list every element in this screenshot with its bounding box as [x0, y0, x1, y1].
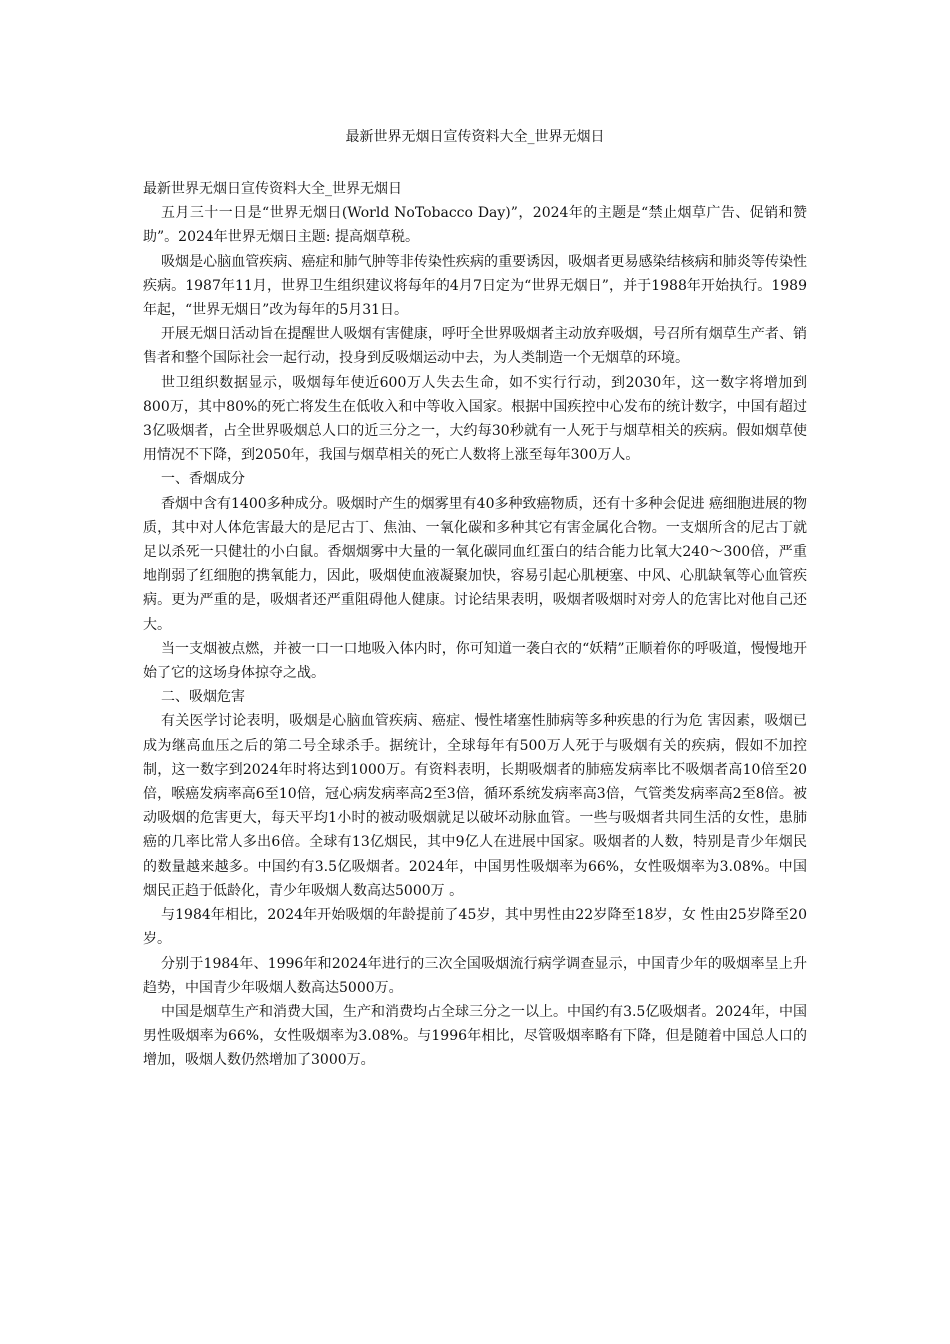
paragraph: 当一支烟被点燃，并被一口一口地吸入体内时，你可知道一袭白衣的“妖精”正顺着你的呼吸道，慢慢地开始了它的这场身体掠夺之战。: [143, 640, 807, 682]
section-heading: 二、吸烟危害: [161, 689, 245, 706]
document-title: 最新世界无烟日宣传资料大全_世界无烟日: [345, 129, 605, 145]
paragraph: 五月三十一日是“世界无烟日(World NoTobacco Day)”，2024年的主题是“禁止烟草广告、促销和赞助”。2024年世界无烟日主题: 提高烟草税。: [143, 205, 807, 246]
paragraph: 分别于1984年、1996年和2024年进行的三次全国吸烟流行病学调查显示，中国青少年的吸烟率呈上升趋势，中国青少年吸烟人数高达5000万。: [143, 955, 807, 996]
section-heading: 一、香烟成分: [161, 471, 245, 488]
paragraph: 有关医学讨论表明，吸烟是心脑血管疾病、癌症、慢性堵塞性肺病等多种疾患的行为危 害因素，吸烟已成为继高血压之后的第二号全球杀手。据统计，全球每年有500万人死于与吸烟有关的疾病，假如不加控制，这一数字到2024年时将达到1000万。有资料表明，长期吸烟者的肺癌发病率比不吸烟者高10倍至20倍，喉癌发病率高6至10倍，冠心病发病率高2至3倍，循环系统发病率高3倍，气管类发病率高2至8倍。被动吸烟的危害更大，每天平均1小时的被动吸烟就足以破坏动脉血管。一些与吸烟者共同生活的女性，患肺癌的几率比常人多出6倍。全球有13亿烟民，其中9亿人在进展中国家。吸烟者的人数，特别是青少年烟民的数量越来越多。中国约有3.5亿吸烟者。2024年，中国男性吸烟率为66%，女性吸烟率为3.08%。中国烟民正趋于低龄化，青少年吸烟人数高达5000万 。: [143, 713, 807, 899]
paragraph: 开展无烟日活动旨在提醒世人吸烟有害健康，呼吁全世界吸烟者主动放弃吸烟，号召所有烟草生产者、销售者和整个国际社会一起行动，投身到反吸烟运动中去，为人类制造一个无烟草的环境。: [143, 326, 807, 367]
paragraph: 与1984年相比，2024年开始吸烟的年龄提前了45岁，其中男性由22岁降至18岁，女 性由25岁降至20岁。: [143, 907, 807, 948]
document-body: [143, 177, 807, 1073]
paragraph: 中国是烟草生产和消费大国，生产和消费均占全球三分之一以上。中国约有3.5亿吸烟者。2024年，中国男性吸烟率为66%，女性吸烟率为3.08%。与1996年相比，尽管吸烟率略有下降，但是随着中国总人口的增加，吸烟人数仍然增加了3000万。: [143, 1003, 807, 1069]
document-subtitle: 最新世界无烟日宣传资料大全_世界无烟日: [143, 181, 402, 197]
paragraph: 香烟中含有1400多种成分。吸烟时产生的烟雾里有40多种致癌物质，还有十多种会促进 癌细胞进展的物质，其中对人体危害最大的是尼古丁、焦油、一氧化碳和多种其它有害金属化合物。一支烟所含的尼古丁就足以杀死一只健壮的小白鼠。香烟烟雾中大量的一氧化碳同血红蛋白的结合能力比氧大240～300倍，严重地削弱了红细胞的携氧能力，因此，吸烟使血液凝聚加快，容易引起心肌梗塞、中风、心肌缺氧等心血管疾病。更为严重的是，吸烟者还严重阻碍他人健康。讨论结果表明，吸烟者吸烟时对旁人的危害比对他自己还大。: [143, 495, 807, 633]
paragraph: 世卫组织数据显示，吸烟每年使近600万人失去生命，如不实行行动，到2030年，这一数字将增加到800万，其中80%的死亡将发生在低收入和中等收入国家。根据中国疾控中心发布的统计数字，中国有超过3亿吸烟者，占全世界吸烟总人口的近三分之一，大约每30秒就有一人死于与烟草相关的疾病。假如烟草使用情况不下降，到2050年，我国与烟草相关的死亡人数将上涨至每年300万人。: [143, 374, 807, 464]
paragraph: 吸烟是心脑血管疾病、癌症和肺气肿等非传染性疾病的重要诱因，吸烟者更易感染结核病和肺炎等传染性疾病。1987年11月，世界卫生组织建议将每年的4月7日定为“世界无烟日”，并于1988年开始执行。1989年起，“世界无烟日”改为每年的5月31日。: [143, 253, 807, 319]
